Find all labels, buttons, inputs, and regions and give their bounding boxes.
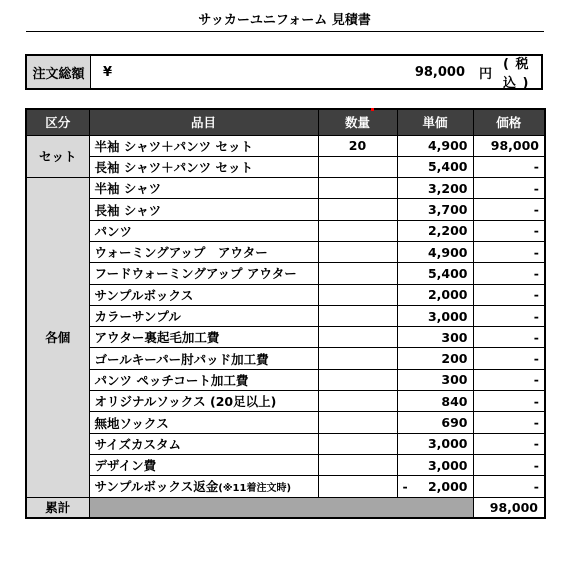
header-category: 区分 [26, 109, 89, 135]
header-quantity: 数量 [318, 109, 397, 135]
item-cell[interactable]: サンプルボックス [89, 284, 318, 305]
sum-filler [89, 497, 473, 518]
quantity-cell[interactable] [318, 412, 397, 433]
unit-price-cell[interactable]: 300 [397, 327, 473, 348]
tax-note: ( 税込 ) [503, 57, 529, 91]
price-cell[interactable]: - [473, 263, 545, 284]
quantity-cell[interactable] [318, 220, 397, 241]
item-cell[interactable]: パンツ [89, 220, 318, 241]
category-cell: 各個 [26, 178, 89, 497]
table-row [26, 241, 545, 262]
item-cell[interactable]: パンツ ペッチコート加工費 [89, 369, 318, 390]
table-row [26, 433, 545, 454]
table-row [26, 476, 545, 497]
price-cell[interactable]: - [473, 348, 545, 369]
table-row [26, 199, 545, 220]
item-cell[interactable]: オリジナルソックス (20足以上) [89, 391, 318, 412]
header-unit-price: 単価 [397, 109, 473, 135]
unit-price-cell[interactable]: 3,000 [397, 433, 473, 454]
table-row [26, 348, 545, 369]
table-header-row [26, 109, 545, 135]
refund-item-note: (※11着注文時) [218, 483, 292, 495]
table-row [26, 263, 545, 284]
unit-price-cell[interactable]: 2,200 [397, 220, 473, 241]
unit-price-cell[interactable]: 3,200 [397, 178, 473, 199]
item-cell[interactable] [89, 476, 318, 497]
minus-sign: - [402, 478, 408, 494]
price-cell[interactable]: - [473, 199, 545, 220]
price-cell[interactable]: - [473, 476, 545, 497]
price-cell[interactable]: - [473, 454, 545, 475]
table-row [26, 305, 545, 326]
quantity-cell[interactable] [318, 178, 397, 199]
table-row [26, 156, 545, 177]
sum-value[interactable]: 98,000 [473, 497, 545, 518]
price-cell[interactable]: - [473, 241, 545, 262]
price-cell[interactable]: - [473, 369, 545, 390]
unit-price-cell[interactable]: 690 [397, 412, 473, 433]
price-cell[interactable]: - [473, 305, 545, 326]
page-title: サッカーユニフォーム 見積書 [198, 13, 371, 28]
sum-label: 累計 [26, 497, 89, 518]
unit-price-cell[interactable]: 200 [397, 348, 473, 369]
price-cell[interactable]: - [473, 220, 545, 241]
table-row [26, 327, 545, 348]
price-cell[interactable]: 98,000 [473, 135, 545, 156]
quantity-cell[interactable] [318, 391, 397, 412]
quantity-cell[interactable] [318, 305, 397, 326]
table-row [26, 369, 545, 390]
quantity-cell[interactable] [318, 263, 397, 284]
item-cell[interactable]: ウォーミングアップ アウター [89, 241, 318, 262]
item-cell[interactable]: フードウォーミングアップ アウター [89, 263, 318, 284]
order-total-amount[interactable]: 98,000 [414, 64, 465, 80]
unit-price-cell[interactable]: 3,000 [397, 454, 473, 475]
table-row [26, 178, 545, 199]
category-cell: セット [26, 135, 89, 178]
item-cell[interactable]: ゴールキーパー肘パッド加工費 [89, 348, 318, 369]
unit-price-cell[interactable] [397, 476, 473, 497]
quantity-cell[interactable] [318, 454, 397, 475]
quantity-cell[interactable] [318, 369, 397, 390]
sum-row [26, 497, 545, 518]
item-cell[interactable]: 半袖 シャツ＋パンツ セット [89, 135, 318, 156]
unit-price-cell[interactable]: 300 [397, 369, 473, 390]
unit-price-cell[interactable]: 5,400 [397, 156, 473, 177]
currency-unit: 円 [479, 66, 493, 82]
price-cell[interactable]: - [473, 178, 545, 199]
item-cell[interactable]: 無地ソックス [89, 412, 318, 433]
quantity-cell[interactable] [318, 241, 397, 262]
order-total-label: 注文総額 [27, 56, 91, 88]
refund-item-label: サンプルボックス返金 [94, 479, 219, 495]
order-total-box [25, 54, 543, 90]
unit-price-cell[interactable]: 3,000 [397, 305, 473, 326]
cell-comment-marker [371, 108, 374, 111]
price-cell[interactable]: - [473, 412, 545, 433]
header-item: 品目 [89, 109, 318, 135]
item-cell[interactable]: 長袖 シャツ [89, 199, 318, 220]
price-cell[interactable]: - [473, 327, 545, 348]
table-row [26, 412, 545, 433]
item-cell[interactable]: 半袖 シャツ [89, 178, 318, 199]
quantity-cell[interactable] [318, 476, 397, 497]
item-cell[interactable]: アウター裏起毛加工費 [89, 327, 318, 348]
table-row [26, 284, 545, 305]
quote-table [25, 108, 546, 519]
quantity-cell[interactable]: 20 [318, 135, 397, 156]
unit-price-cell[interactable]: 4,900 [397, 135, 473, 156]
currency-symbol: ¥ [103, 64, 113, 80]
unit-price-cell[interactable]: 5,400 [397, 263, 473, 284]
price-cell[interactable]: - [473, 391, 545, 412]
refund-amount: 2,000 [427, 478, 468, 494]
table-row [26, 391, 545, 412]
unit-price-cell[interactable]: 840 [397, 391, 473, 412]
table-row [26, 220, 545, 241]
quantity-cell[interactable] [318, 348, 397, 369]
quantity-cell[interactable] [318, 284, 397, 305]
item-cell[interactable]: カラーサンプル [89, 305, 318, 326]
price-cell[interactable]: - [473, 156, 545, 177]
quantity-cell[interactable] [318, 199, 397, 220]
unit-price-cell[interactable]: 2,000 [397, 284, 473, 305]
quantity-cell[interactable] [318, 433, 397, 454]
header-price: 価格 [473, 109, 545, 135]
item-cell[interactable]: デザイン費 [89, 454, 318, 475]
table-row [26, 135, 545, 156]
unit-price-cell[interactable]: 4,900 [397, 241, 473, 262]
item-cell[interactable]: 長袖 シャツ＋パンツ セット [89, 156, 318, 177]
title-underline [26, 31, 544, 32]
unit-price-cell[interactable]: 3,700 [397, 199, 473, 220]
price-cell[interactable]: - [473, 284, 545, 305]
table-row [26, 454, 545, 475]
quantity-cell[interactable] [318, 156, 397, 177]
quantity-cell[interactable] [318, 327, 397, 348]
item-cell[interactable]: サイズカスタム [89, 433, 318, 454]
price-cell[interactable]: - [473, 433, 545, 454]
